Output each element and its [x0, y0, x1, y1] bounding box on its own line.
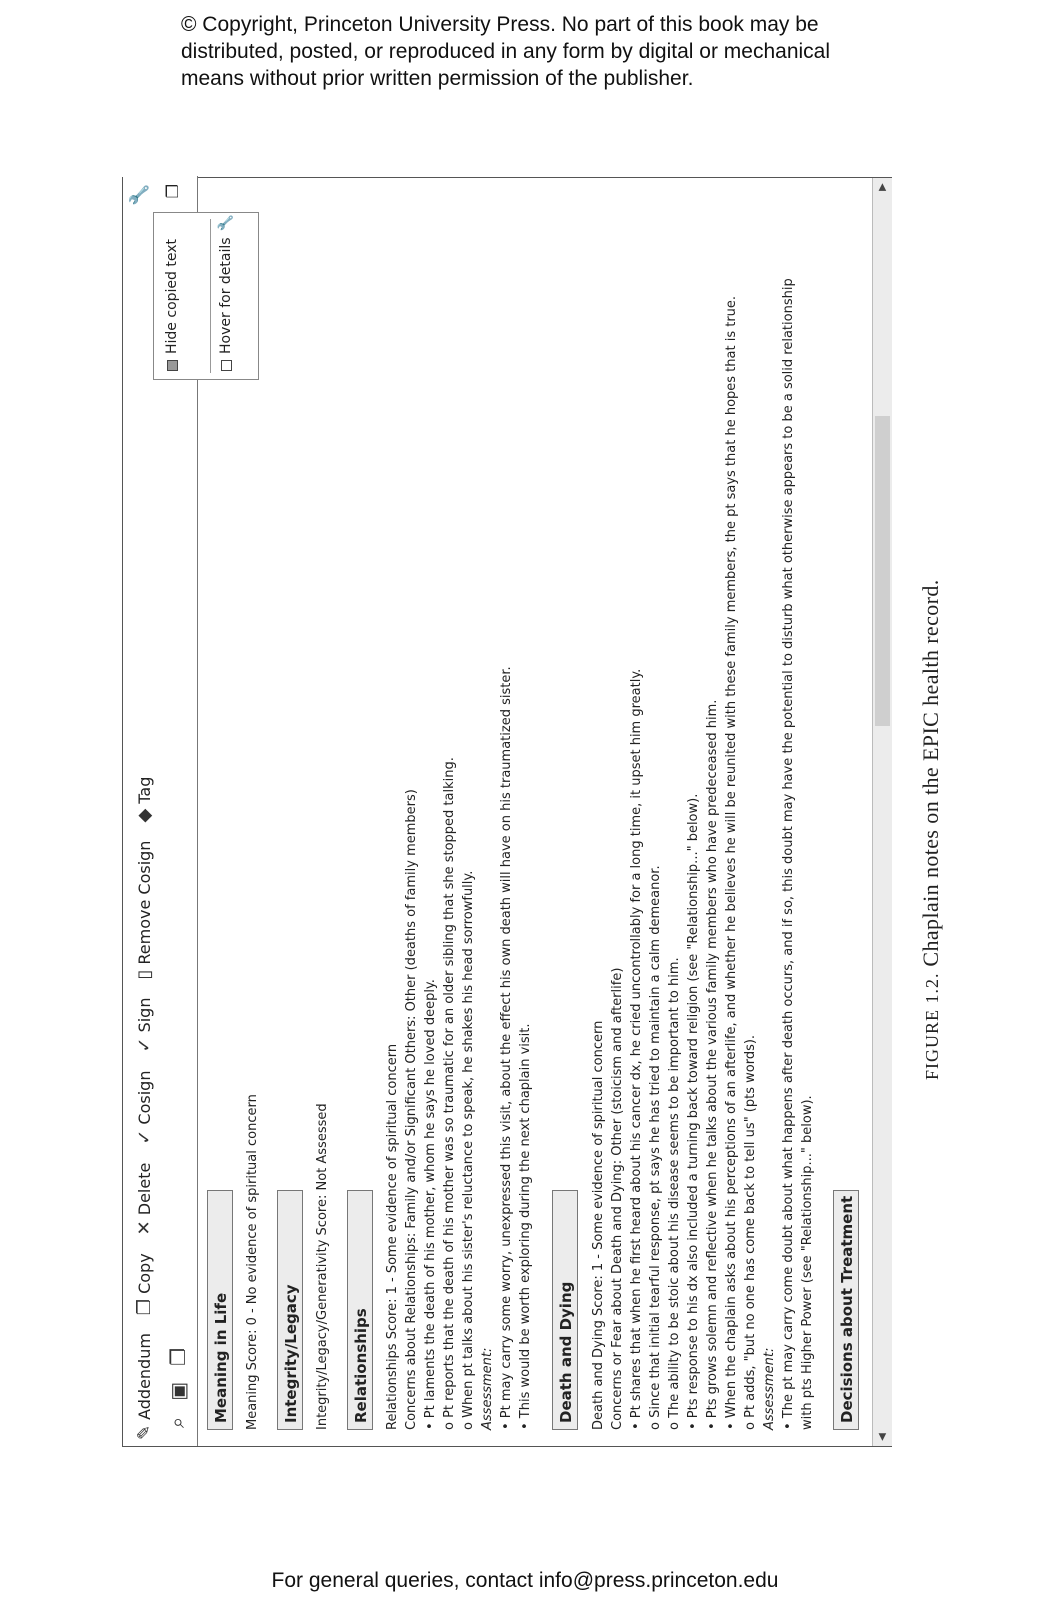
- search-icon[interactable]: ⌕: [166, 1416, 189, 1428]
- copyright-line: distributed, posted, or reproduced in any form by digital or mechanical: [181, 40, 831, 63]
- figure-label: FIGURE 1.2.: [922, 972, 942, 1080]
- cosign-label: Cosign: [134, 1070, 154, 1125]
- note-line: • Pts grows solemn and reflective when he talks about the various family members who have predeceased him.: [705, 699, 720, 1430]
- checkbox-icon[interactable]: [221, 360, 232, 371]
- note-line: Assessment:: [762, 1347, 777, 1430]
- copy-button[interactable]: [134, 1253, 155, 1315]
- hide-copied-text-option[interactable]: [164, 239, 180, 371]
- note-line: Relationships Score: 1 - Some evidence of spiritual concern: [385, 1043, 400, 1430]
- horizontal-scrollbar[interactable]: [872, 178, 892, 1446]
- tag-button[interactable]: [134, 777, 155, 823]
- tag-icon: ◆: [133, 808, 155, 823]
- sign-label: Sign: [134, 997, 154, 1033]
- note-line: Concerns or Fear about Death and Dying: Other (stoicism and afterlife): [610, 967, 625, 1430]
- note-line: • When the chaplain asks about his perceptions of an afterlife, and whether he believes he will be reunited with these family members, the pt says that he hopes that is true.: [724, 295, 739, 1430]
- delete-button[interactable]: [134, 1163, 155, 1236]
- remove-cosign-button[interactable]: [134, 841, 155, 980]
- note-line: Assessment:: [480, 1347, 495, 1430]
- copy-icon: ❐: [133, 1298, 155, 1316]
- figure-caption-text: Chaplain notes on the EPIC health record.: [918, 579, 943, 967]
- sign-button[interactable]: [134, 998, 155, 1053]
- cosign-button[interactable]: [134, 1071, 155, 1145]
- section-heading: Meaning in Life: [207, 1190, 233, 1430]
- copy-label: Copy: [134, 1253, 154, 1294]
- note-line: Death and Dying Score: 1 - Some evidence of spiritual concern: [591, 1020, 606, 1430]
- note-line: • The pt may carry come doubt about what happens after death occurs, and if so, this doubt may have the potential to disturb what otherwise appears to be a solid relationship: [781, 278, 796, 1430]
- hover-details-label: Hover for details: [218, 237, 234, 354]
- note-line: • Pt laments the death of his mother, whom he says he loved deeply.: [423, 979, 438, 1430]
- note-line: • Pt may carry some worry, unexpressed this visit, about the effect his own death will have on his traumatized sister.: [499, 666, 514, 1430]
- document-icon: ▯: [133, 969, 155, 980]
- addendum-label: Addendum: [134, 1333, 154, 1420]
- note-line: Integrity/Legacy/Generativity Score: Not Assessed: [315, 1103, 330, 1430]
- tag-label: Tag: [134, 776, 154, 804]
- note-line: o The ability to be stoic about his disease seems to be important to him.: [667, 957, 682, 1430]
- addendum-button[interactable]: [134, 1333, 155, 1440]
- note-line: o Since that initial tearful response, pt says he has tried to maintain a calm demeanor.: [648, 865, 663, 1430]
- hide-copied-label: Hide copied text: [164, 239, 180, 354]
- display-options-popup: [153, 212, 259, 380]
- copyright-line: means without prior written permission of the publisher.: [181, 67, 694, 90]
- note-content: [197, 176, 872, 1446]
- wrench-icon[interactable]: 🔧: [129, 184, 149, 207]
- figure-caption: [918, 520, 950, 1080]
- footer-contact: For general queries, contact info@press.princeton.edu: [271, 1569, 779, 1592]
- scrollbar-thumb[interactable]: [875, 416, 890, 726]
- pencil-icon: ✎: [133, 1424, 155, 1440]
- copyright-line: © Copyright, Princeton University Press. No part of this book may be: [181, 13, 819, 36]
- wrench-icon: 🔧: [218, 214, 234, 232]
- checkbox-icon[interactable]: [167, 360, 178, 371]
- note-line: Meaning Score: 0 - No evidence of spiritual concern: [245, 1094, 260, 1430]
- note-line: • This would be worth exploring during the next chaplain visit.: [518, 1023, 533, 1430]
- window-icon[interactable]: ❐: [165, 184, 182, 199]
- copy-doc-icon[interactable]: ❐: [167, 1347, 190, 1366]
- section-heading: Relationships: [347, 1190, 373, 1430]
- checkmark-icon: ✓: [133, 1129, 155, 1145]
- delete-label: Delete: [134, 1162, 154, 1216]
- print-icon[interactable]: ▣: [167, 1381, 190, 1401]
- note-line: • Pts response to his dx also included a turning back toward religion (see "Relationship..." below).: [686, 793, 701, 1430]
- checkmark-icon: ✓: [133, 1037, 155, 1053]
- copyright-notice: [181, 11, 921, 92]
- note-line: with pts Higher Power (see "Relationship..." below).: [800, 1095, 815, 1430]
- note-line: o Pt adds, "but no one has come back to tell us" (pts words).: [743, 1034, 758, 1430]
- hover-details-option[interactable]: [218, 214, 234, 371]
- note-line: o When pt talks about his sister's reluctance to speak, he shakes his head sorrowfully.: [461, 870, 476, 1430]
- epic-note-window: [122, 177, 892, 1447]
- note-line: • Pt shares that when he first heard about his cancer dx, he cried uncontrollably for a long time, it upset him greatly.: [629, 668, 644, 1430]
- scroll-right-arrow-icon[interactable]: ▶: [877, 183, 888, 191]
- scroll-left-arrow-icon[interactable]: ◀: [877, 1433, 888, 1441]
- section-heading: Integrity/Legacy: [277, 1190, 303, 1430]
- remove-cosign-label: Remove Cosign: [134, 840, 154, 965]
- note-line: o Pt reports that the death of his mother was so traumatic for an older sibling that she stopped talking.: [442, 757, 457, 1430]
- close-icon: ✕: [133, 1220, 155, 1236]
- note-line: Concerns about Relationships: Family and/or Significant Others: Other (deaths of family members): [404, 789, 419, 1430]
- section-heading: Death and Dying: [552, 1190, 578, 1430]
- section-heading: Decisions about Treatment: [833, 1190, 859, 1430]
- divider: [210, 219, 211, 373]
